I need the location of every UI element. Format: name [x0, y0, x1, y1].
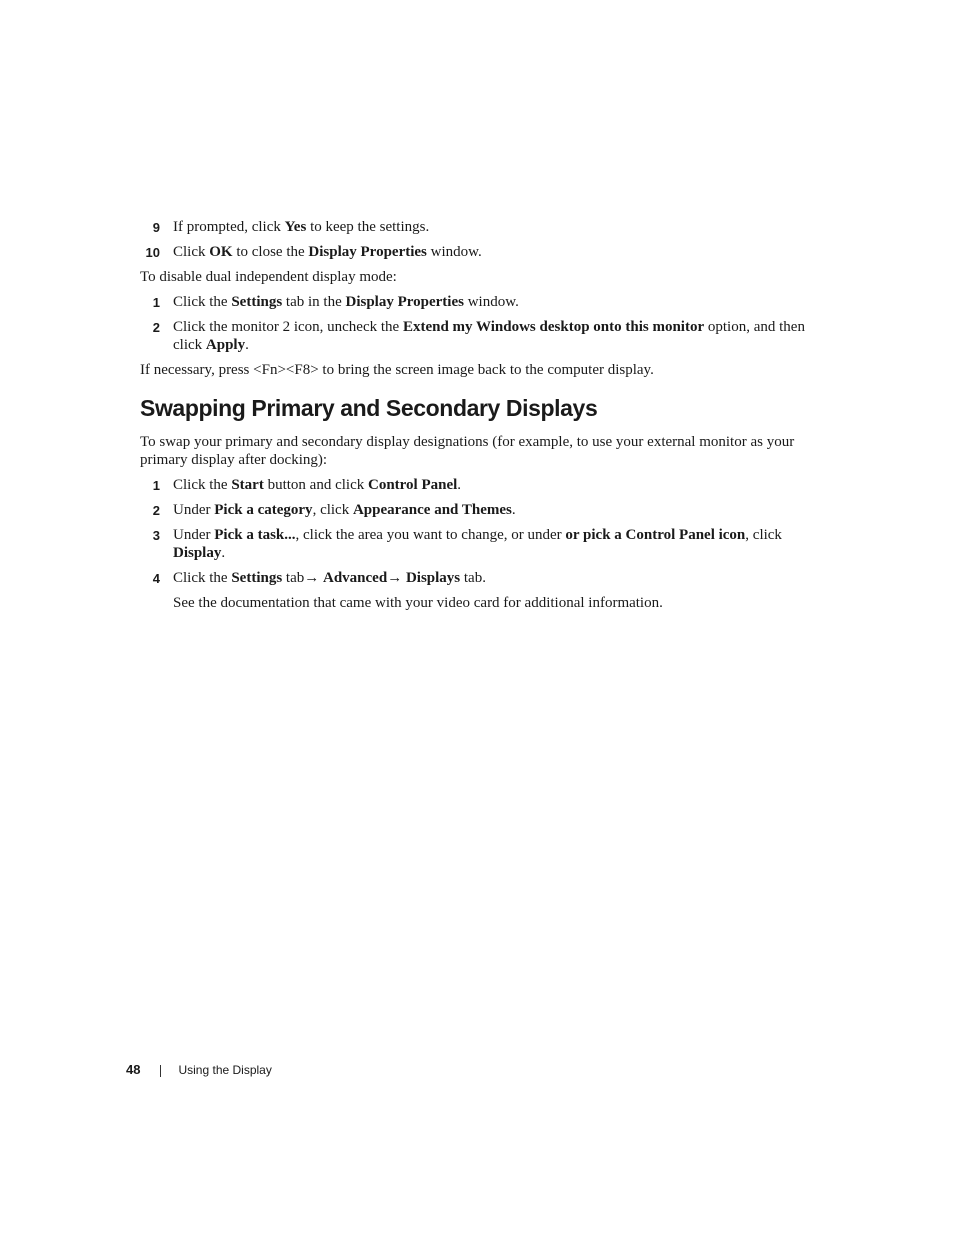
step-text [173, 219, 429, 235]
text-run: tab. [460, 570, 486, 586]
list-item [140, 218, 810, 236]
list-item [140, 569, 810, 587]
text-run: to keep the settings. [306, 219, 430, 235]
steps-disable [140, 293, 810, 354]
step-text [173, 244, 482, 260]
page-content [140, 218, 810, 612]
step-text [173, 319, 805, 353]
step-number: 4 [152, 571, 160, 586]
list-item [140, 318, 810, 354]
step-number: 2 [152, 320, 160, 335]
step-number: 1 [152, 295, 160, 310]
steps-top [140, 218, 810, 261]
text-run: , click the area you want to change, or under [295, 527, 566, 543]
text-run: Click the [173, 294, 232, 310]
text-run: Click the [173, 570, 232, 586]
swap-intro: To swap your primary and secondary display designations (for example, to use your external monitor as your primary display after docking): [140, 434, 795, 468]
ui-term: Control Panel [367, 477, 458, 493]
ui-term: Pick a task... [214, 527, 296, 543]
text-run: . [221, 545, 226, 561]
text-run: Click the monitor 2 icon, uncheck the [173, 319, 403, 335]
step-text [173, 477, 461, 493]
list-item [140, 476, 810, 494]
section-title: Swapping Primary and Secondary Displays [140, 395, 598, 421]
ui-term: Start [231, 477, 264, 493]
disable-intro: To disable dual independent display mode: [140, 269, 397, 285]
ui-term: Settings [231, 570, 283, 586]
step-number: 3 [152, 528, 160, 543]
ui-term: Display [173, 545, 222, 561]
ui-term: Extend my Windows desktop onto this monitor [402, 319, 705, 335]
ui-term: Pick a category [214, 502, 313, 518]
ui-term: Display Properties [345, 294, 464, 310]
text-run: → [387, 570, 406, 586]
step-number: 1 [152, 478, 160, 493]
list-item [140, 243, 810, 261]
text-run: option, and then click [173, 319, 805, 353]
list-item [140, 501, 810, 519]
text-run: to close the [232, 244, 309, 260]
list-item [140, 293, 810, 311]
footer-divider [160, 1065, 161, 1077]
ui-term: Yes [284, 219, 307, 235]
text-run: . [511, 502, 516, 518]
text-run: Under [173, 527, 215, 543]
text-run: . [245, 337, 249, 353]
step-text [173, 527, 782, 561]
step-text [173, 294, 519, 310]
ui-term: Settings [231, 294, 283, 310]
text-run: button and click [263, 477, 368, 493]
text-run: window. [463, 294, 519, 310]
ui-term: OK [209, 244, 233, 260]
text-run: Click [173, 244, 210, 260]
ui-term: Displays [405, 570, 461, 586]
list-item [140, 526, 810, 562]
text-run: If prompted, click [173, 219, 285, 235]
text-run: , click [745, 527, 782, 543]
step-number: 2 [152, 503, 160, 518]
text-run: window. [426, 244, 482, 260]
page-number: 48 [126, 1062, 141, 1077]
text-run: , click [312, 502, 353, 518]
swap-note: See the documentation that came with your video card for additional information. [173, 595, 663, 611]
text-run: Click the [173, 477, 232, 493]
footer-section: Using the Display [178, 1063, 272, 1077]
step-number: 10 [145, 245, 160, 260]
text-run: Under [173, 502, 215, 518]
step-number: 9 [152, 220, 160, 235]
fn-note: If necessary, press <Fn><F8> to bring the screen image back to the computer display. [140, 362, 654, 378]
text-run: → [304, 570, 323, 586]
page-footer [126, 1062, 272, 1077]
step-text [173, 502, 516, 518]
step-text [173, 570, 486, 586]
ui-term: Appearance and Themes [352, 502, 512, 518]
ui-term: Advanced [323, 570, 388, 586]
ui-term: or pick a Control Panel icon [565, 527, 746, 543]
text-run: tab in the [282, 294, 346, 310]
text-run: . [457, 477, 462, 493]
ui-term: Display Properties [308, 244, 427, 260]
steps-swap [140, 476, 810, 587]
ui-term: Apply [205, 337, 246, 353]
text-run: tab [282, 570, 305, 586]
